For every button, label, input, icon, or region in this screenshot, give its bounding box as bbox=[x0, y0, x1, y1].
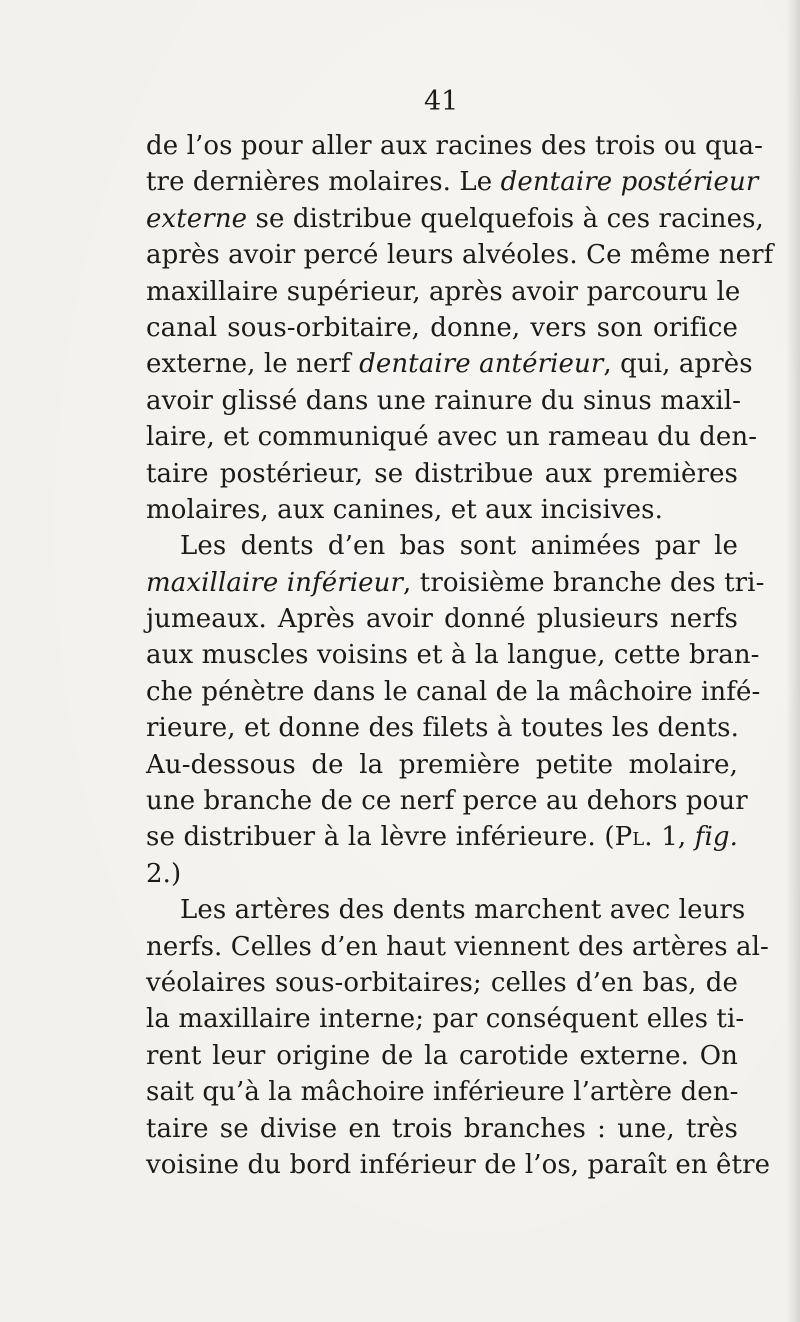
page-edge-shadow bbox=[786, 0, 800, 1322]
text-segment: sait qu’à la mâchoire inférieure l’artère den- bbox=[146, 1077, 739, 1108]
text-segment: taire se divise en trois branches : une, très bbox=[146, 1113, 738, 1144]
text-line bbox=[146, 1111, 738, 1147]
text-segment: laire, et communiqué avec un rameau du den- bbox=[146, 422, 758, 453]
text-line bbox=[146, 783, 748, 819]
text-segment: se distribue quelquefois à ces racines, bbox=[247, 203, 764, 234]
text-segment: avoir glissé dans une rainure du sinus maxil- bbox=[146, 385, 742, 416]
text-line bbox=[146, 565, 765, 601]
text-line bbox=[146, 747, 738, 783]
text-line bbox=[146, 601, 738, 637]
text-segment: fig. bbox=[694, 822, 738, 853]
text-segment: jumeaux. Après avoir donné plusieurs nerfs bbox=[146, 604, 738, 635]
text-line bbox=[146, 965, 738, 1001]
text-line bbox=[146, 819, 738, 855]
text-line bbox=[146, 1074, 738, 1110]
text-segment: maxillaire inférieur bbox=[146, 567, 404, 598]
text-segment: Au-dessous de la première petite molaire, bbox=[146, 749, 738, 780]
text-line bbox=[146, 856, 738, 892]
text-line bbox=[146, 419, 758, 455]
text-segment: véolaires sous-orbitaires; celles d’en bas, de bbox=[146, 967, 738, 998]
text-line bbox=[146, 456, 738, 492]
text-segment: Les dents d’en bas sont animées par le bbox=[180, 531, 738, 562]
text-segment: une branche de ce nerf perce au dehors pour bbox=[146, 786, 748, 817]
text-segment: , troisième branche des tri- bbox=[403, 567, 765, 598]
text-segment: rent leur origine de la carotide externe. On bbox=[146, 1040, 738, 1071]
text-line bbox=[146, 674, 761, 710]
text-line bbox=[146, 710, 738, 746]
text-line bbox=[146, 310, 738, 346]
text-line bbox=[146, 1001, 745, 1037]
text-segment: molaires, aux canines, et aux incisives. bbox=[146, 494, 663, 525]
text-segment: tre dernières molaires. Le bbox=[146, 167, 501, 198]
text-segment: canal sous-orbitaire, donne, vers son orifice bbox=[146, 312, 738, 343]
text-line bbox=[146, 929, 769, 965]
text-line bbox=[146, 1147, 771, 1183]
text-line bbox=[146, 492, 738, 528]
paragraph bbox=[146, 528, 765, 892]
text-segment: aux muscles voisins et à la langue, cette bran- bbox=[146, 640, 760, 671]
text-segment: après avoir percé leurs alvéoles. Ce même nerf bbox=[146, 240, 774, 271]
text-line bbox=[146, 383, 742, 419]
text-segment: rieure, et donne des filets à toutes les dents. bbox=[146, 713, 739, 744]
text-segment: de l’os pour aller aux racines des trois ou qua- bbox=[146, 131, 764, 161]
text-segment: , qui, après bbox=[603, 349, 753, 380]
text-segment: . 1, bbox=[644, 822, 695, 853]
text-line bbox=[146, 637, 760, 673]
text-segment: Pl bbox=[614, 822, 645, 853]
body-text bbox=[146, 128, 774, 1183]
text-line bbox=[146, 164, 759, 200]
text-segment: 2.) bbox=[146, 858, 182, 889]
text-segment: maxillaire supérieur, après avoir parcouru le bbox=[146, 276, 741, 307]
text-line bbox=[146, 346, 753, 382]
text-segment: taire postérieur, se distribue aux premières bbox=[146, 458, 738, 489]
text-line bbox=[146, 892, 746, 928]
text-segment: Les artères des dents marchent avec leurs bbox=[180, 895, 746, 926]
text-segment: la maxillaire interne; par conséquent elles ti- bbox=[146, 1004, 745, 1035]
text-line bbox=[146, 201, 764, 237]
text-segment: externe bbox=[146, 203, 248, 234]
text-segment: che pénètre dans le canal de la mâchoire infé- bbox=[146, 676, 761, 707]
paragraph bbox=[146, 892, 771, 1183]
text-segment: dentaire postérieur bbox=[500, 167, 759, 198]
text-segment: nerfs. Celles d’en haut viennent des artères al- bbox=[146, 931, 769, 962]
text-segment: dentaire antérieur bbox=[359, 349, 604, 380]
text-line bbox=[146, 1038, 738, 1074]
text-line bbox=[146, 237, 774, 273]
paragraph bbox=[146, 128, 774, 528]
text-segment: externe, le nerf bbox=[146, 349, 360, 380]
text-line bbox=[146, 528, 738, 564]
text-segment: voisine du bord inférieur de l’os, paraît en être bbox=[146, 1149, 771, 1180]
text-line bbox=[146, 128, 764, 164]
page-number: 41 bbox=[424, 86, 459, 117]
text-segment: se distribuer à la lèvre inférieure. ( bbox=[146, 822, 615, 853]
text-line bbox=[146, 274, 741, 310]
